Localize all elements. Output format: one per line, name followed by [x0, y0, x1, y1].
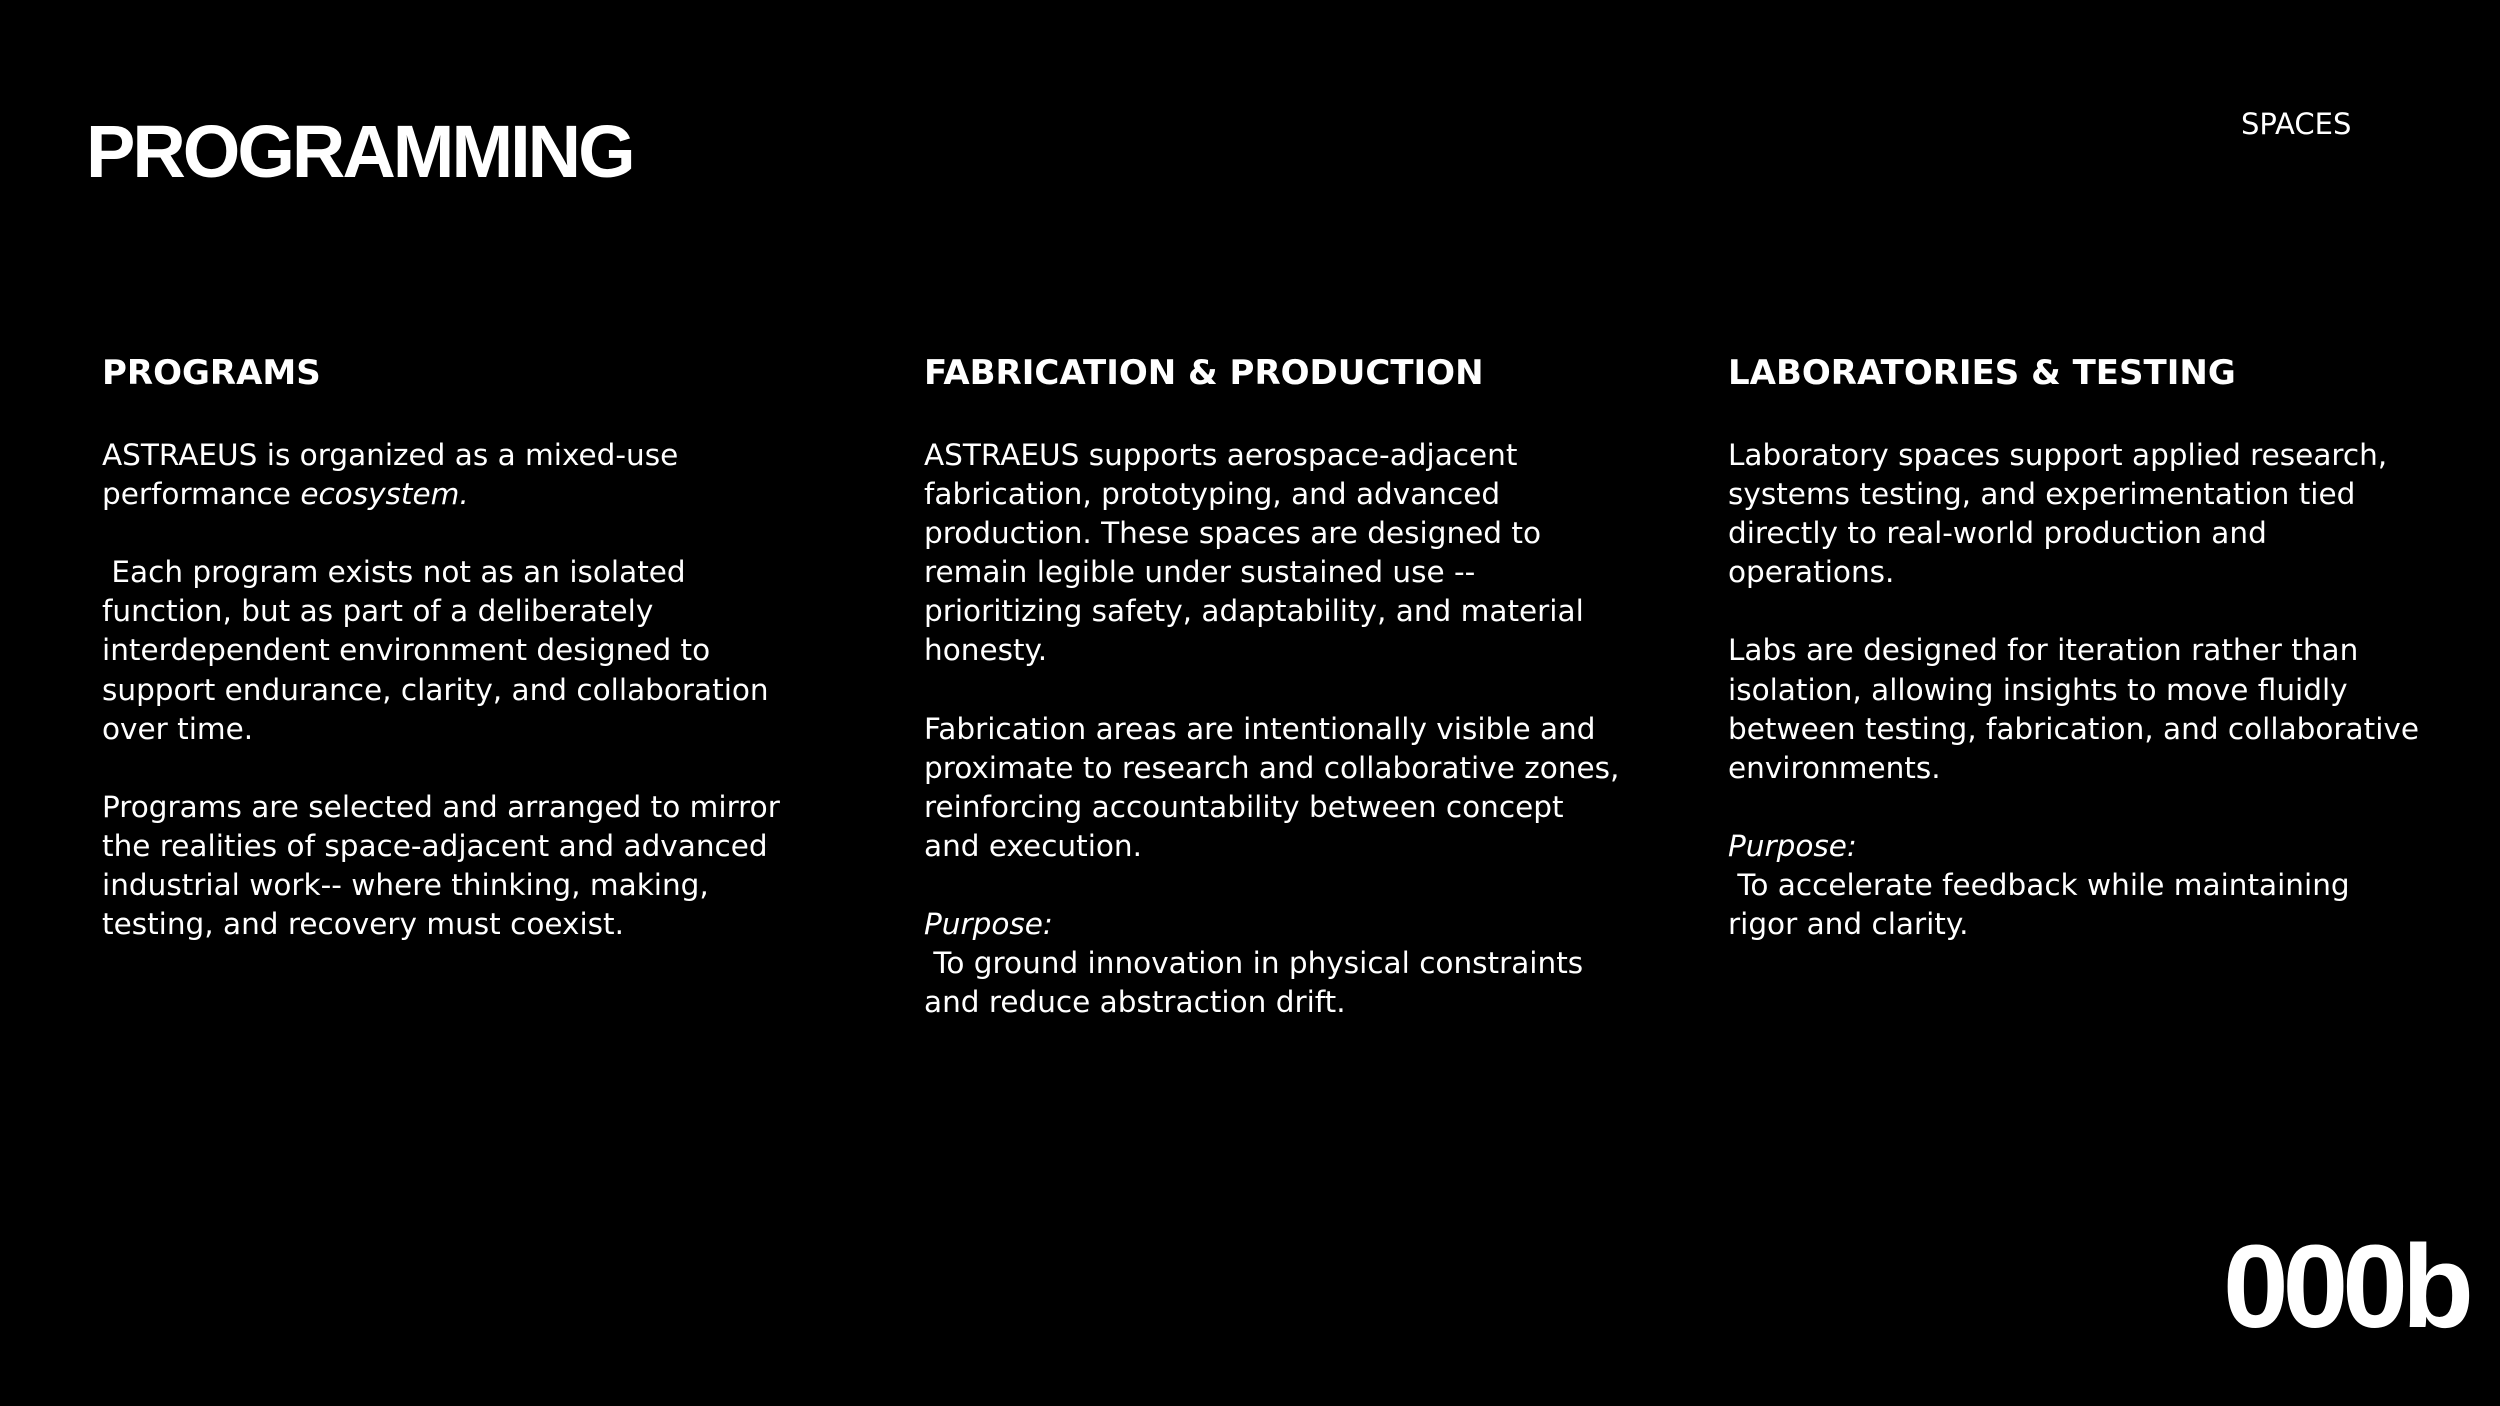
column-heading: FABRICATION & PRODUCTION	[924, 353, 1484, 393]
purpose-text: To ground innovation in physical constraints and reduce abstraction drift.	[924, 946, 1584, 1020]
column-body	[924, 436, 1624, 1022]
purpose-paragraph	[1728, 827, 2428, 944]
column-body	[102, 436, 792, 944]
column-body	[1728, 436, 2428, 944]
page-title: PROGRAMMING	[86, 110, 633, 193]
purpose-paragraph	[924, 905, 1624, 1022]
column-heading: LABORATORIES & TESTING	[1728, 353, 2236, 393]
programs-column	[102, 350, 792, 944]
paragraph: Programs are selected and arranged to mirror the realities of space-adjacent and advanced industrial work-- where thinking, making, testing, and recovery must coexist.	[102, 789, 780, 942]
paragraph: Laboratory spaces support applied research, systems testing, and experimentation tied directly to real-world production and operations.	[1728, 438, 2388, 590]
section-label: SPACES	[2241, 107, 2352, 141]
paragraph: ASTRAEUS supports aerospace-adjacent fabrication, prototyping, and advanced production. These spaces are designed to remain legible under sustained use -- prioritizing safety, adaptability, and material honesty.	[924, 438, 1584, 668]
purpose-label: Purpose:	[924, 907, 1053, 942]
emphasis-text: ecosystem.	[300, 477, 469, 512]
purpose-label: Purpose:	[1728, 828, 1857, 863]
paragraph: Fabrication areas are intentionally visible and proximate to research and collaborative zones, reinforcing accountability between concept and execution.	[924, 711, 1620, 863]
page-number: 000b	[2223, 1221, 2468, 1353]
paragraph: Labs are designed for iteration rather than isolation, allowing insights to move fluidly between testing, fabrication, and collaborative environments.	[1728, 633, 2420, 785]
fabrication-column	[924, 350, 1624, 1022]
paragraph-text: ASTRAEUS is organized as a mixed-use performance	[102, 438, 679, 512]
purpose-text: To accelerate feedback while maintaining rigor and clarity.	[1728, 868, 2350, 942]
column-heading: PROGRAMS	[102, 353, 321, 393]
laboratories-column	[1728, 350, 2428, 944]
paragraph	[102, 436, 792, 514]
paragraph: Each program exists not as an isolated function, but as part of a deliberately interdependent environment designed to support endurance, clarity, and collaboration over time.	[102, 555, 769, 746]
